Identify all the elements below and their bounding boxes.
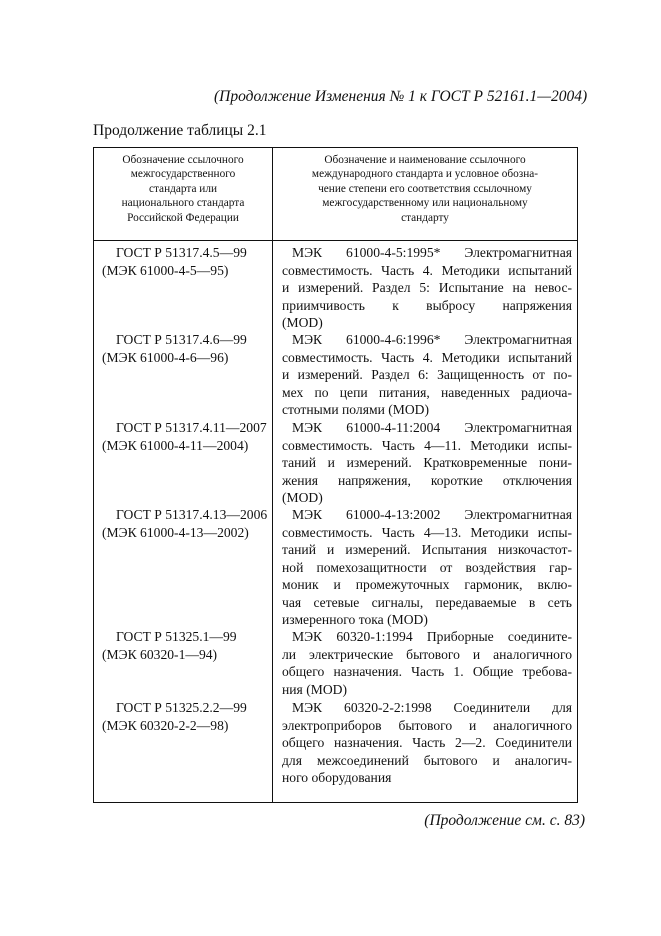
text-line: совместимость. Часть 4. Методики испытаний — [282, 262, 572, 278]
gost-designation: ГОСТ Р 51317.4.11—2007 — [116, 420, 267, 435]
continuation-footer: (Продолжение см. с. 83) — [424, 812, 585, 829]
header-line: международного стандарта и условное обозна- — [311, 168, 539, 181]
reference-standards-table — [93, 147, 578, 803]
text-line: ли электрические бытового и аналогичного — [282, 646, 572, 662]
iec-designation: (МЭК 61000-4-6—96) — [102, 349, 229, 365]
text-line: общего назначения. Часть 1. Общие требова- — [282, 664, 572, 679]
iec-designation: (МЭК 60320-2-2—98) — [102, 717, 229, 733]
table-row-5-international — [282, 628, 572, 698]
text-line: (MOD) — [282, 315, 323, 330]
column-header-international-standard — [280, 153, 570, 225]
table-row-2-international — [282, 331, 572, 419]
gost-designation: ГОСТ Р 51325.1—99 — [116, 629, 237, 644]
text-line: электроприборов бытового и аналогичного — [282, 717, 572, 733]
table-row-1-international — [282, 244, 572, 332]
iec-designation: (МЭК 61000-4-11—2004) — [102, 437, 249, 453]
table-row-3-national — [102, 419, 270, 454]
table-caption: Продолжение таблицы 2.1 — [93, 122, 267, 139]
gost-designation: ГОСТ Р 51317.4.6—99 — [116, 332, 247, 347]
header-line: межгосударственному или национальному — [322, 197, 528, 210]
continuation-header: (Продолжение Изменения № 1 к ГОСТ Р 52161.1—2004) — [214, 88, 588, 105]
text-line: МЭК 60320-1:1994 Приборные соедините- — [292, 629, 572, 644]
text-line: ной помехозащитности от воздействия гар- — [282, 559, 572, 575]
text-line: МЭК 60320-2-2:1998 Соединители для — [292, 700, 572, 715]
text-line: моник и промежуточных гармоник, вклю- — [282, 577, 572, 592]
text-line: таний и измерений. Кратковременные пони- — [282, 455, 572, 470]
text-line: жения напряжения, короткие отключения — [282, 472, 572, 488]
text-line: (MOD) — [282, 490, 323, 505]
text-line: приимчивость к выбросу напряжения — [282, 297, 572, 313]
table-row-3-international — [282, 419, 572, 507]
text-line: чая сетевые сигналы, передаваемые в сеть — [282, 594, 572, 610]
iec-designation: (МЭК 60320-1—94) — [102, 646, 218, 662]
text-line: МЭК 61000-4-6:1996* Электромагнитная — [292, 332, 572, 347]
column-header-national-standard — [97, 153, 269, 225]
text-line: измеренного тока (MOD) — [282, 612, 428, 627]
text-line: мех по цепи питания, наведенных радиоча- — [282, 384, 572, 400]
header-line: Обозначение и наименование ссылочного — [324, 154, 526, 166]
text-line: для межсоединений бытового и аналогич- — [282, 752, 572, 768]
header-divider — [94, 240, 577, 241]
text-line: и измерений. Раздел 6: Защищенность от по- — [282, 367, 572, 382]
header-line: Российской Федерации — [127, 211, 239, 224]
header-line: чение степени его соответствия ссылочному — [318, 182, 532, 195]
text-line: таний и измерений. Испытания низкочастот- — [282, 542, 572, 557]
text-line: совместимость. Часть 4—13. Методики испы- — [282, 524, 572, 540]
table-row-2-national — [102, 331, 270, 366]
iec-designation: (МЭК 61000-4-13—2002) — [102, 524, 249, 540]
text-line: совместимость. Часть 4—11. Методики испы- — [282, 437, 572, 453]
header-line: стандарта или — [148, 182, 218, 195]
table-row-1-national — [102, 244, 270, 279]
text-line: ния (MOD) — [282, 681, 347, 697]
table-row-4-national — [102, 506, 270, 541]
text-line: совместимость. Часть 4. Методики испытаний — [282, 349, 572, 365]
table-row-6-international — [282, 699, 572, 787]
column-divider — [272, 148, 273, 802]
text-line: стотными полями (MOD) — [282, 402, 430, 417]
table-row-5-national — [102, 628, 270, 663]
gost-designation: ГОСТ Р 51317.4.13—2006 — [116, 507, 268, 522]
gost-designation: ГОСТ Р 51317.4.5—99 — [116, 245, 247, 260]
text-line: общего назначения. Часть 2—2. Соединители — [282, 735, 572, 750]
text-line: МЭК 61000-4-5:1995* Электромагнитная — [292, 245, 572, 260]
text-line: МЭК 61000-4-11:2004 Электромагнитная — [292, 420, 572, 435]
gost-designation: ГОСТ Р 51325.2.2—99 — [116, 700, 247, 715]
text-line: ного оборудования — [282, 770, 392, 785]
text-line: и измерений. Раздел 5: Испытание на невос- — [282, 280, 572, 295]
table-row-6-national — [102, 699, 270, 734]
header-line: Обозначение ссылочного — [122, 154, 244, 166]
text-line: МЭК 61000-4-13:2002 Электромагнитная — [292, 507, 572, 522]
header-line: национального стандарта — [121, 197, 245, 210]
table-row-4-international — [282, 506, 572, 629]
iec-designation: (МЭК 61000-4-5—95) — [102, 262, 229, 278]
header-line: стандарту — [401, 211, 449, 224]
header-line: межгосударственного — [130, 168, 236, 181]
